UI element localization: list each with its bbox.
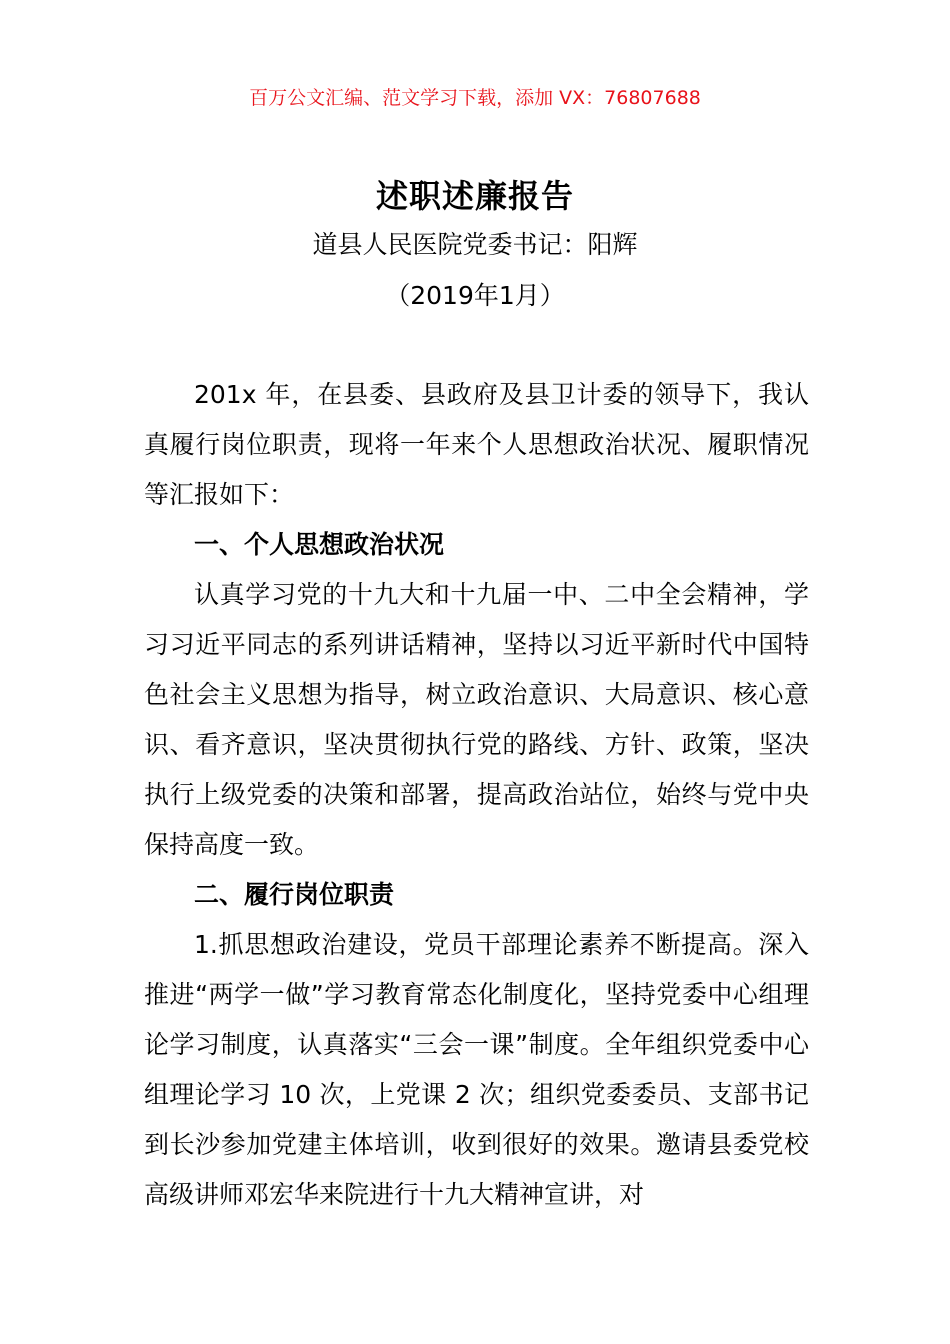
- document-title: 述职述廉报告: [375, 177, 574, 215]
- section-heading: 二、履行岗位职责: [194, 880, 395, 909]
- section-paragraph: 认真学习党的十九大和十九届一中、二中全会精神，学习习近平同志的系列讲话精神，坚持以习近平新时代中国特色社会主义思想为指导，树立政治意识、大局意识、核心意识、看齐意识，坚决贯彻执行党的路线、方针、政策，坚决执行上级党委的决策和部署，提高政治站位，始终与党中央保持高度一致。: [144, 580, 809, 859]
- section-paragraph: 1.抓思想政治建设，党员干部理论素养不断提高。深入推进“两学一做”学习教育常态化制度化，坚持党委中心组理论学习制度，认真落实“三会一课”制度。全年组织党委中心组理论学习 10 次，上党课 2 次；组织党委委员、支部书记到长沙参加党建主体培训，收到很好的效果。邀请县委党校高级讲师邓宏华来院进行十九大精神宣讲，对: [144, 930, 809, 1209]
- document-date: （2019年1月）: [385, 281, 565, 310]
- document-body: [144, 370, 809, 1220]
- document-subtitle: 道县人民医院党委书记：阳辉: [312, 230, 638, 259]
- section-heading: 一、个人思想政治状况: [194, 530, 445, 559]
- intro-paragraph: 201x 年，在县委、县政府及县卫计委的领导下，我认真履行岗位职责，现将一年来个人思想政治状况、履职情况等汇报如下：: [144, 380, 809, 509]
- watermark-header: 百万公文汇编、范文学习下载，添加 VX：76807688: [249, 87, 701, 109]
